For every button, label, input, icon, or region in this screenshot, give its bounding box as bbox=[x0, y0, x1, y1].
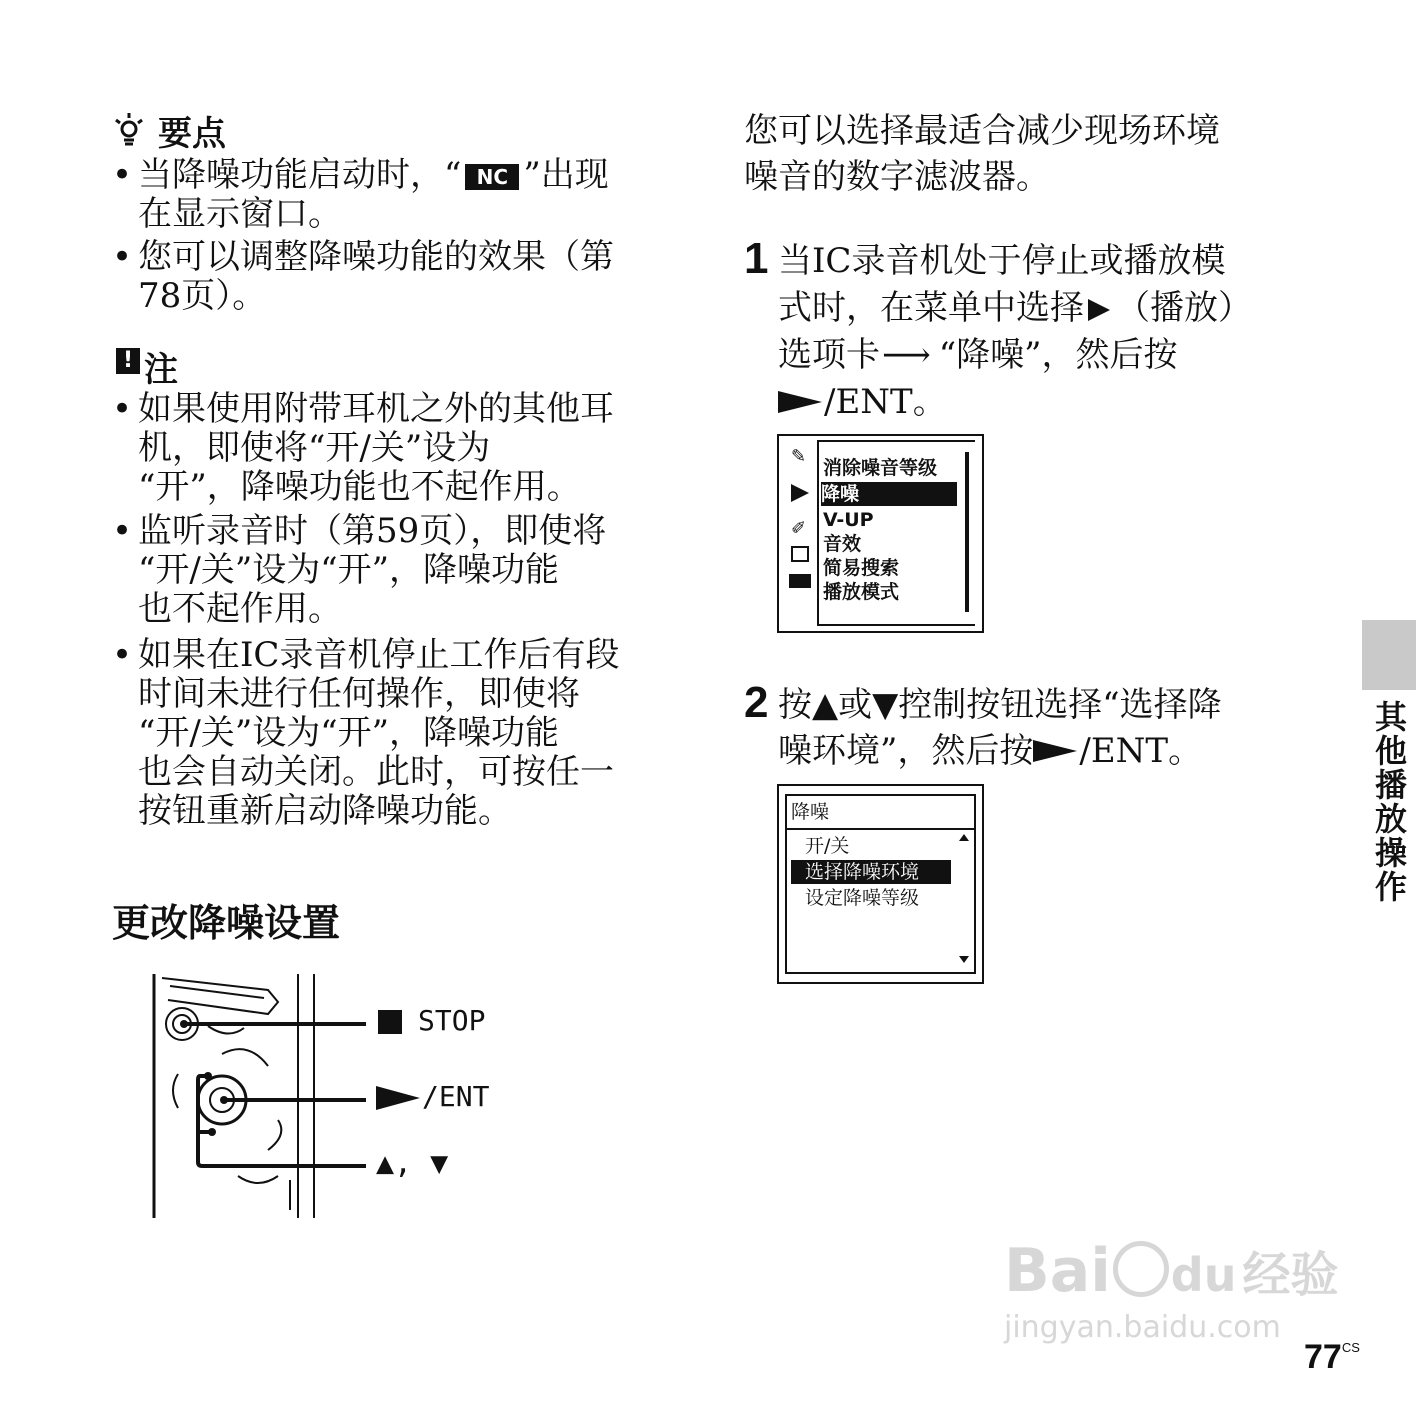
scroll-up-icon bbox=[959, 834, 969, 841]
up-down-label: ▲, ▼ bbox=[376, 1146, 449, 1181]
play-icon bbox=[778, 389, 824, 415]
menu-item-on-off[interactable]: 开/关 bbox=[805, 835, 850, 857]
tab-column bbox=[779, 436, 817, 631]
menu-item-noise-cut[interactable]: 降噪 bbox=[821, 482, 957, 506]
paw-icon bbox=[1113, 1241, 1169, 1297]
side-tab-label: 其他播放操作 bbox=[1370, 700, 1408, 904]
side-tab-marker bbox=[1362, 620, 1416, 690]
microphone-icon: ✎ bbox=[791, 446, 807, 467]
notes-title: 注 bbox=[144, 350, 178, 390]
menu-list-1 bbox=[817, 440, 975, 626]
menu-item-set-level[interactable]: 设定降噪等级 bbox=[805, 887, 920, 909]
recorder-illustration bbox=[148, 970, 368, 1220]
watermark-logo: Bai du 经验 bbox=[1004, 1236, 1339, 1306]
title-divider bbox=[787, 828, 974, 830]
watermark-url: jingyan.baidu.com bbox=[1004, 1310, 1281, 1345]
menu-item-effect[interactable]: 音效 bbox=[823, 533, 862, 555]
menu-list-2 bbox=[785, 794, 976, 974]
intro-text: 您可以选择最适合减少现场环境 噪音的数字滤波器。 bbox=[744, 111, 1220, 197]
play-tab-icon bbox=[791, 484, 809, 502]
menu-item-select-environment[interactable]: 选择降噪环境 bbox=[791, 860, 951, 884]
tips-title: 要点 bbox=[158, 114, 226, 154]
step-2-text: 按▲或▼控制按钮选择“选择降 噪环境”，然后按 /ENT。 bbox=[778, 685, 1222, 771]
arrow-right-icon: ⟶ bbox=[882, 335, 931, 375]
edit-icon: ✐ bbox=[791, 518, 807, 539]
nc-display-icon: NC bbox=[465, 164, 519, 190]
scrollbar[interactable] bbox=[965, 452, 969, 612]
section-heading: 更改降噪设置 bbox=[112, 901, 341, 945]
step-number: 1 bbox=[744, 234, 769, 283]
menu-title: 降噪 bbox=[791, 801, 830, 823]
menu-item-play-mode[interactable]: 播放模式 bbox=[823, 581, 900, 603]
menu-item-easy-search[interactable]: 简易搜索 bbox=[823, 557, 900, 579]
lightbulb-icon bbox=[112, 110, 146, 148]
list-icon bbox=[791, 546, 809, 562]
play-icon bbox=[1033, 738, 1079, 764]
step-number: 2 bbox=[744, 678, 769, 727]
step-1-text: 当IC录音机处于停止或播放模 式时，在菜单中选择 （播放） 选项卡⟶ “降噪”，然后按 /ENT。 bbox=[778, 241, 1252, 422]
play-icon bbox=[376, 1084, 422, 1112]
page-number: $77^{CS}$ bbox=[1304, 1338, 1360, 1376]
menu-screen-1 bbox=[777, 434, 984, 633]
play-tab-icon bbox=[1088, 299, 1110, 321]
menu-item-noise-level[interactable]: 消除噪音等级 bbox=[823, 457, 938, 479]
caution-icon: ! bbox=[116, 348, 140, 374]
menu-screen-2 bbox=[777, 784, 984, 984]
toolbox-icon bbox=[789, 574, 811, 588]
menu-item-v-up[interactable]: V-UP bbox=[823, 509, 874, 531]
scroll-down-icon bbox=[959, 956, 969, 963]
stop-square-icon bbox=[378, 1010, 402, 1034]
